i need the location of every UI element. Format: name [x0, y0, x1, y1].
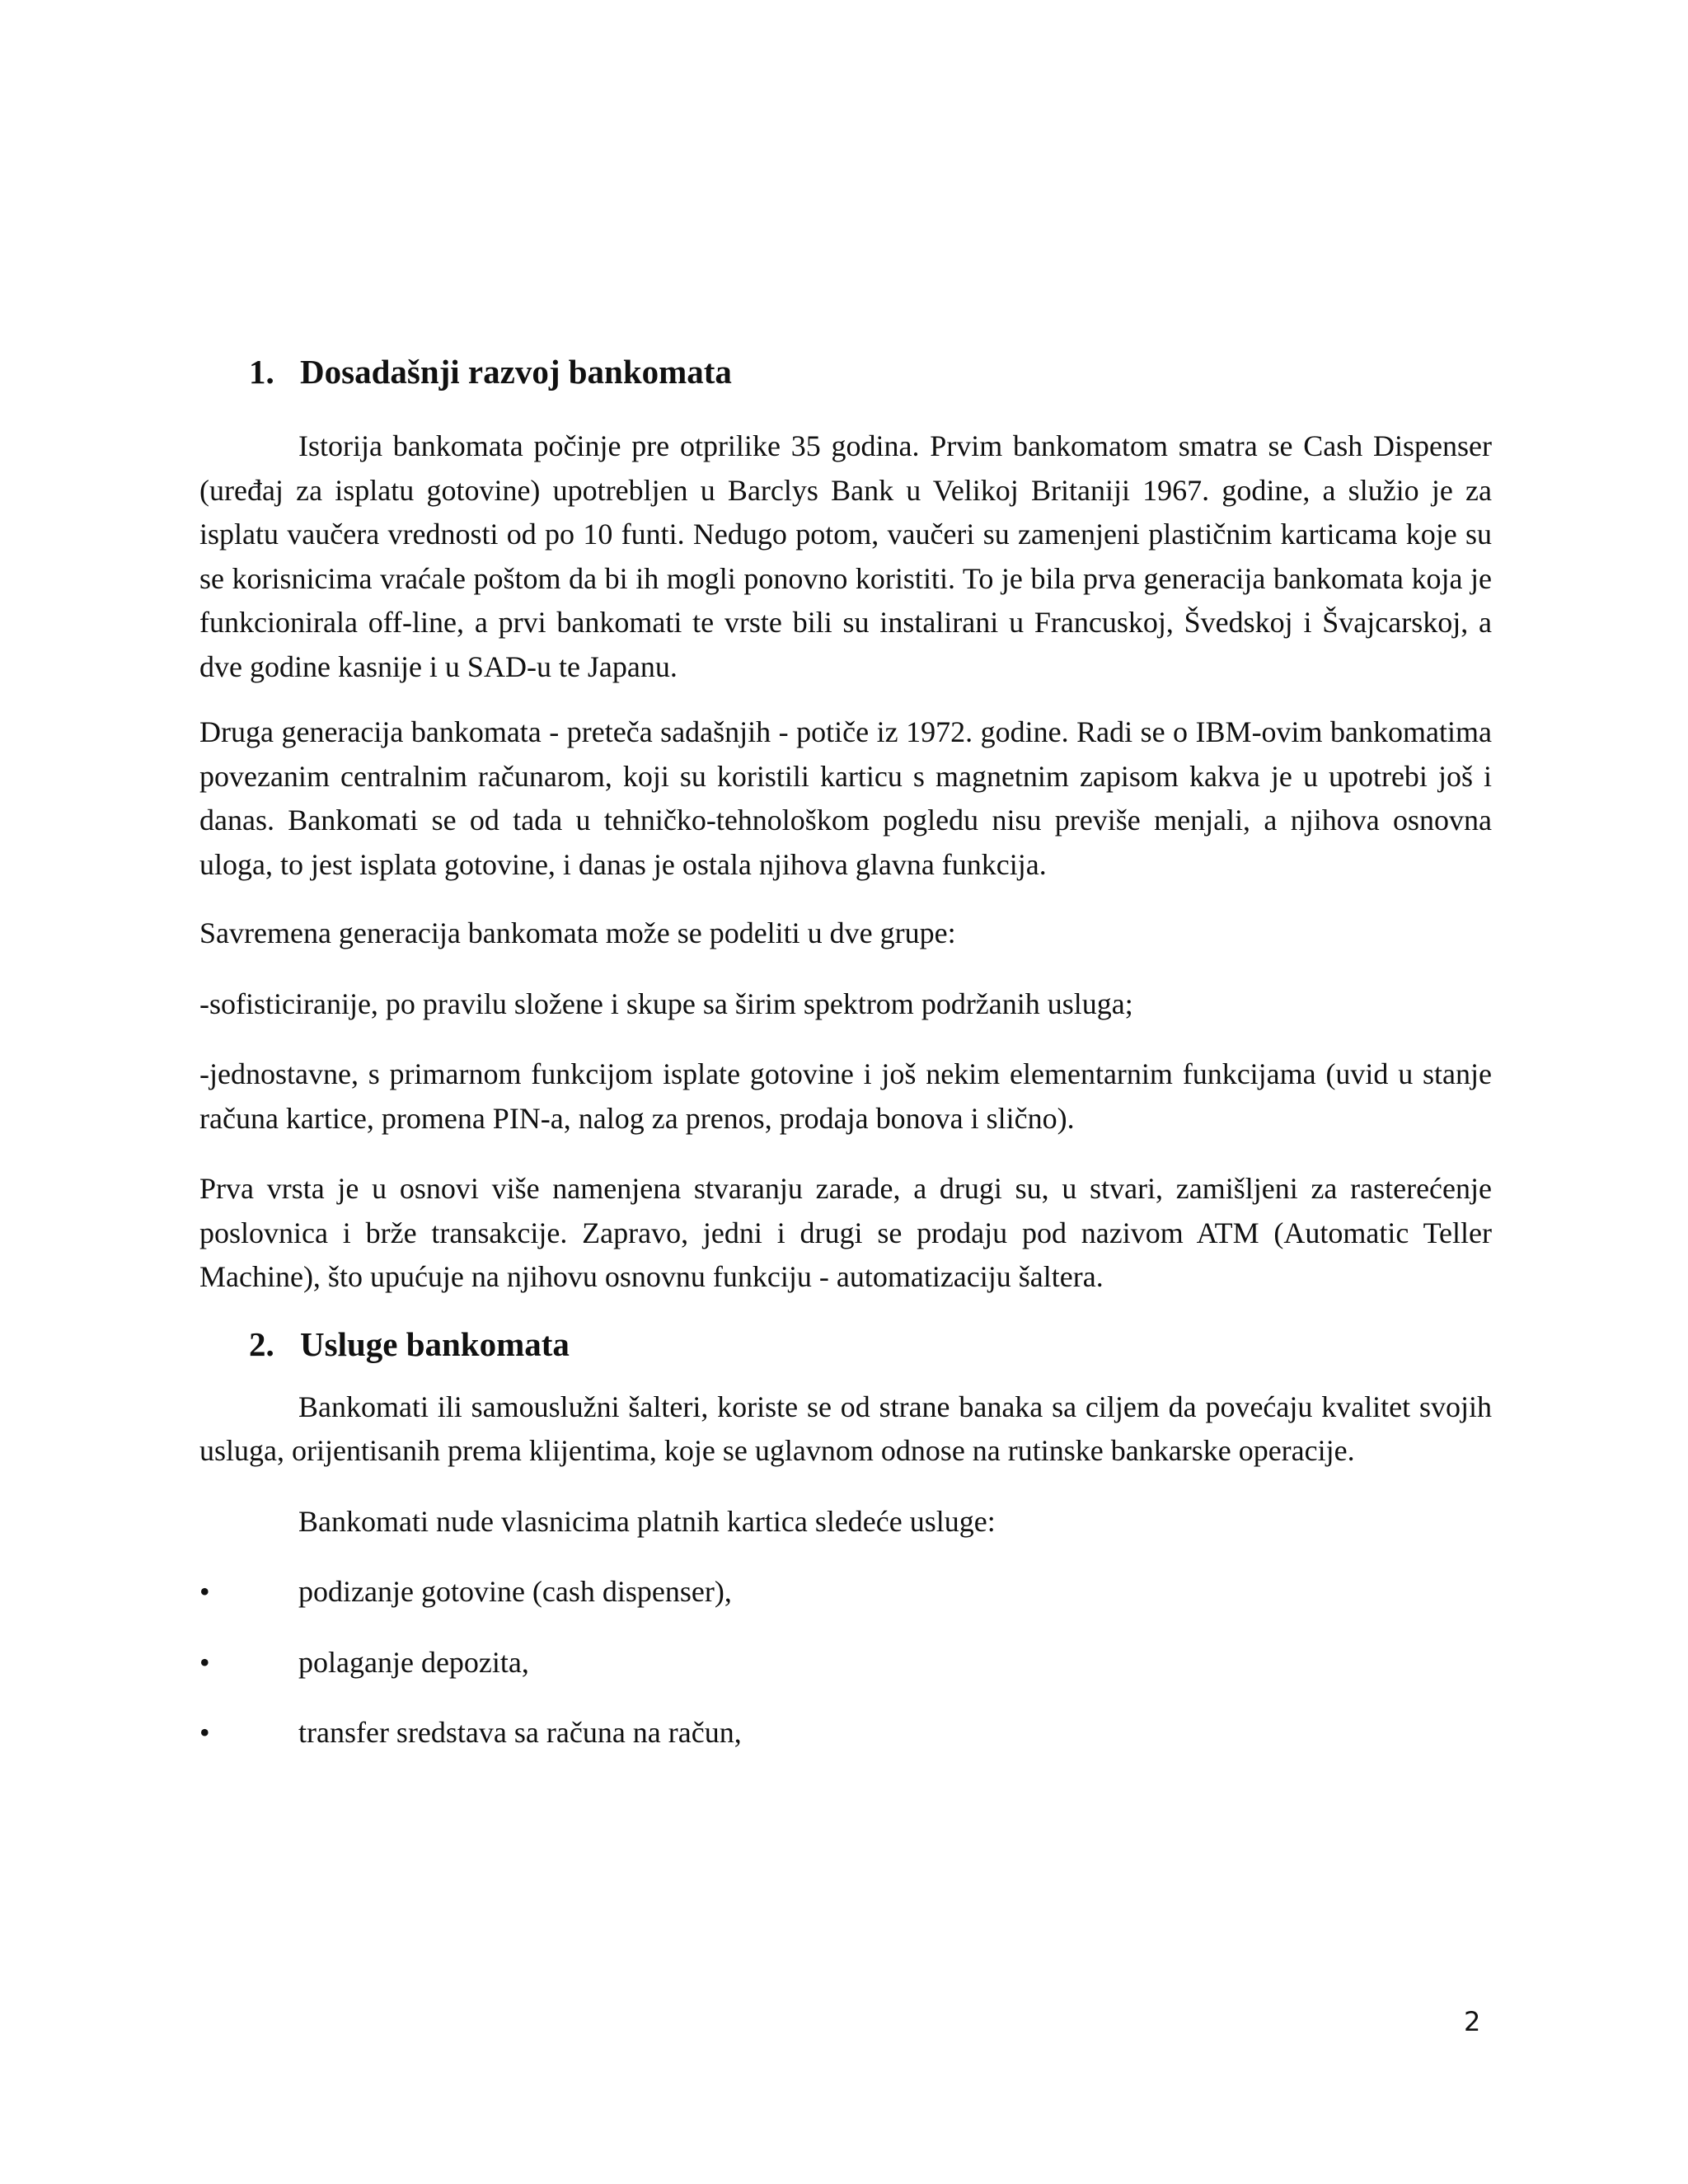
- page-content: [199, 350, 1492, 1755]
- paragraph-services-intro: Bankomati nude vlasnicima platnih kartica sledeće usluge:: [298, 1504, 996, 1538]
- paragraph-simple: -jednostavne, s primarnom funkcijom isplate gotovine i još nekim elementarnim funkcijama (uvid u stanje računa kartice, promena PIN-a, nalog za prenos, prodaja bonova i slično).: [199, 1057, 1492, 1135]
- list-item: [199, 1570, 1492, 1615]
- list-item-text: transfer sredstava sa računa na račun,: [298, 1716, 742, 1749]
- section-number-2: 2.: [249, 1324, 274, 1363]
- list-item: [199, 1641, 1492, 1685]
- bullet-icon: •: [199, 1575, 210, 1608]
- section-number-1: 1.: [249, 353, 274, 391]
- paragraph-modern-generation: Savremena generacija bankomata može se podeliti u dve grupe:: [199, 916, 956, 949]
- list-item: [199, 1711, 1492, 1755]
- paragraph-history: Istorija bankomata počinje pre otprilike 35 godina. Prvim bankomatom smatra se Cash Dispenser (uređaj za isplatu gotovine) upotrebljen u Barclys Bank u Velikoj Britaniji 1967. godine, a služio je za isplatu vaučera vrednosti od po 10 funti. Nedugo potom, vaučeri su zamenjeni plastičnim karticama koje su se korisnicima vraćale poštom da bi ih mogli ponovno koristiti. To je bila prva generacija bankomata koja je funkcionirala off-line, a prvi bankomati te vrste bili su instalirani u Francuskoj, Švedskoj i Švajcarskoj, a dve godine kasnije i u SAD-u te Japanu.: [199, 429, 1492, 683]
- paragraph-atm-purpose: Prva vrsta je u osnovi više namenjena stvaranju zarade, a drugi su, u stvari, zamišljeni za rasterećenje poslovnica i brže transakcije. Zapravo, jedni i drugi se prodaju pod nazivom ATM (Automatic Teller Machine), što upućuje na njihovu osnovnu funkciju - automatizaciju šaltera.: [199, 1172, 1492, 1293]
- section-heading-1: [199, 350, 1492, 393]
- paragraph-second-generation: Druga generacija bankomata - preteča sadašnjih - potiče iz 1972. godine. Radi se o IBM-ovim bankomatima povezanim centralnim računarom, koji su koristili karticu s magnetnim zapisom kakva je u upotrebi još i danas. Bankomati se od tada u tehničko-tehnološkom pogledu nisu previše menjali, a njihova osnovna uloga, to jest isplata gotovine, i danas je ostala njihova glavna funkcija.: [199, 715, 1492, 881]
- section-title-2: Usluge bankomata: [300, 1324, 570, 1363]
- paragraph-self-service: Bankomati ili samouslužni šalteri, koriste se od strane banaka sa ciljem da povećaju kvalitet svojih usluga, orijentisanih prema klijentima, koje se uglavnom odnose na rutinske bankarske operacije.: [199, 1390, 1492, 1467]
- list-item-text: podizanje gotovine (cash dispenser),: [298, 1575, 732, 1608]
- section-heading-2: [199, 1323, 1492, 1366]
- section-title-1: Dosadašnji razvoj bankomata: [300, 353, 732, 391]
- list-item-text: polaganje depozita,: [298, 1645, 529, 1679]
- paragraph-sophisticated: -sofisticiranije, po pravilu složene i skupe sa širim spektrom podržanih usluga;: [199, 987, 1133, 1020]
- bullet-icon: •: [199, 1645, 210, 1679]
- page-number: 2: [1464, 2006, 1481, 2037]
- bullet-icon: •: [199, 1716, 210, 1749]
